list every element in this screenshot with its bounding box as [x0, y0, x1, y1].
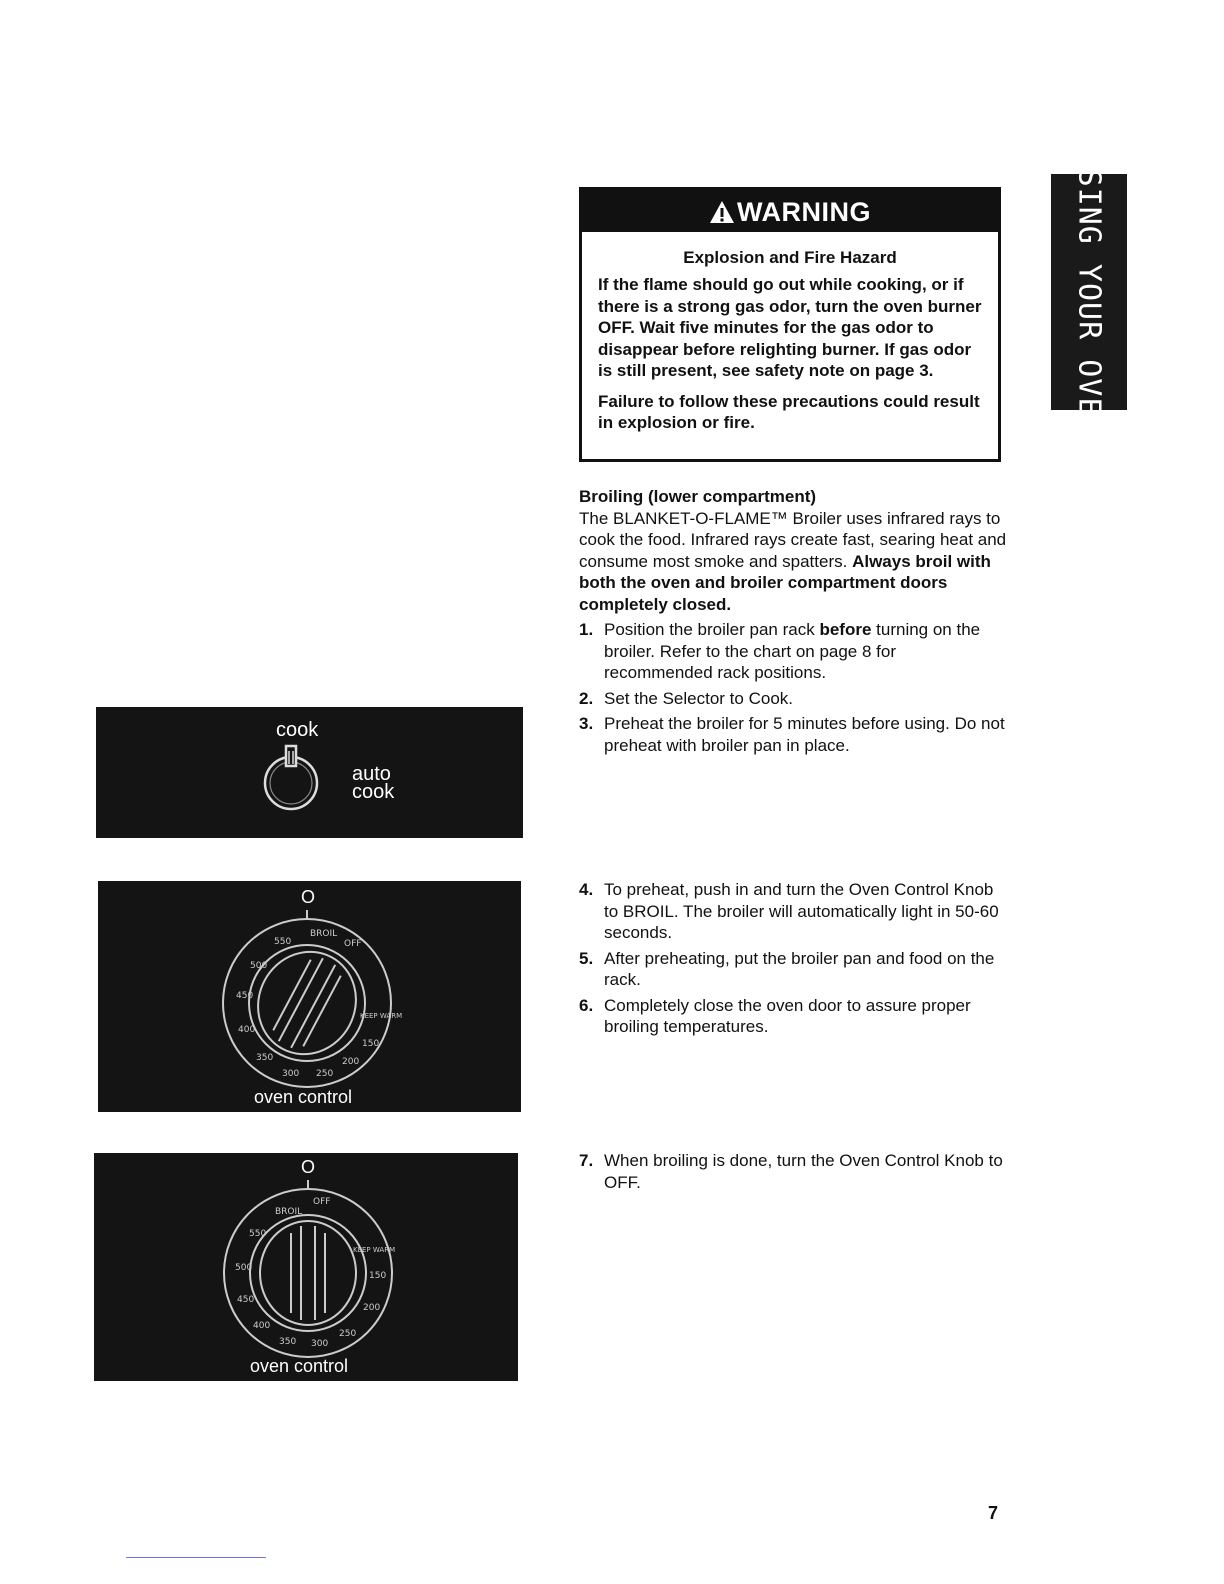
step-number: 5.: [579, 948, 594, 968]
selector-cook-label: cook: [276, 719, 319, 741]
oven-control-panel-2: [94, 1153, 518, 1381]
dial-550-label: 550: [249, 1229, 267, 1239]
dial-350-label: 350: [279, 1337, 297, 1347]
intro-plain: The BLANKET-O-FLAME™ Broiler uses infrared rays to cook the food. Infrared rays create fast, searing heat and consume most smoke and spatters.: [579, 508, 1007, 571]
warning-subtitle: Explosion and Fire Hazard: [683, 248, 897, 267]
dial-450-label: 450: [237, 1295, 255, 1305]
list-item: [579, 995, 1009, 1038]
step-number: 6.: [579, 995, 594, 1015]
step-number: 4.: [579, 880, 594, 899]
step-number: 2.: [579, 688, 594, 708]
section-tab: [1051, 149, 1127, 435]
step-text: Set the Selector to Cook.: [604, 688, 793, 708]
oven-control-label-2: oven control: [250, 1356, 349, 1376]
warning-title: WARNING: [737, 197, 871, 227]
dial-200-label: 200: [342, 1057, 360, 1067]
knob-top-mark: O: [301, 1157, 316, 1177]
list-item: [579, 688, 1009, 710]
step-text: After preheating, put the broiler pan and food on the rack.: [604, 948, 995, 989]
list-item: [579, 948, 1009, 991]
dial-500-label: 500: [250, 961, 268, 971]
dial-broil-label: BROIL: [310, 929, 338, 939]
step-bold: before: [819, 620, 872, 639]
dial-keep-warm-label: KEEP WARM: [353, 1246, 396, 1254]
steps-list-c-wrap: [579, 1150, 1009, 1197]
step-number: 3.: [579, 714, 594, 733]
broiling-intro-text: [579, 508, 1009, 616]
dial-broil-label: BROIL: [275, 1207, 303, 1217]
oven-control-knob-dial-1: [212, 908, 402, 1098]
step-number: 1.: [579, 620, 594, 639]
section-tab-label: USING YOUR OVEN: [1071, 149, 1107, 435]
oven-control-knob-dial-2: [213, 1178, 403, 1368]
selector-knob-icon: [253, 741, 329, 817]
dial-400-label: 400: [238, 1025, 256, 1035]
selector-auto-label: auto: [352, 763, 391, 785]
dial-350-label: 350: [256, 1053, 274, 1063]
broiling-heading: Broiling (lower compartment): [579, 487, 817, 506]
dial-off-label: OFF: [313, 1197, 331, 1207]
steps-list-a: [579, 619, 1009, 756]
dial-keep-warm-label: KEEP WARM: [360, 1012, 402, 1020]
oven-control-panel-1: [98, 881, 521, 1112]
dial-300-label: 300: [311, 1339, 329, 1349]
step-text: Position the broiler pan rack: [604, 620, 820, 639]
warning-paragraph-2: Failure to follow these precautions could result in explosion or fire.: [598, 391, 980, 432]
step-text: To preheat, push in and turn the Oven Control Knob to BROIL. The broiler will automatically light in 50-60 seconds.: [604, 880, 999, 942]
dial-300-label: 300: [282, 1069, 300, 1079]
list-item: [579, 619, 1009, 684]
dial-off-label: OFF: [344, 939, 362, 949]
broiling-intro: [579, 486, 1009, 760]
footer-rule: [126, 1557, 266, 1558]
dial-150-label: 150: [369, 1271, 387, 1281]
steps-list-b-wrap: [579, 879, 1009, 1042]
dial-150-label: 150: [362, 1039, 380, 1049]
oven-control-label-1: oven control: [254, 1087, 353, 1107]
intro-bold: Always broil with both the oven and broiler compartment doors completely closed.: [579, 551, 991, 614]
step-text: turning on the broiler. Refer to the chart on page 8 for recommended rack positions.: [604, 620, 981, 682]
steps-list-b: [579, 879, 1009, 1038]
list-item: [579, 713, 1009, 756]
step-number: 7.: [579, 1151, 594, 1170]
dial-200-label: 200: [363, 1303, 381, 1313]
step-text: When broiling is done, turn the Oven Control Knob to OFF.: [604, 1151, 1003, 1192]
dial-250-label: 250: [316, 1069, 334, 1079]
warning-header: [582, 190, 998, 232]
page-number: 7: [988, 1503, 999, 1523]
steps-list-c: [579, 1150, 1009, 1193]
dial-400-label: 400: [253, 1321, 271, 1331]
list-item: [579, 879, 1009, 944]
step-text: Completely close the oven door to assure proper broiling temperatures.: [604, 995, 971, 1036]
step-text: Preheat the broiler for 5 minutes before using. Do not preheat with broiler pan in place.: [604, 714, 1005, 755]
dial-500-label: 500: [235, 1263, 253, 1273]
knob-top-mark: O: [301, 887, 316, 907]
dial-550-label: 550: [274, 937, 292, 947]
warning-triangle-icon: [709, 200, 735, 224]
dial-250-label: 250: [339, 1329, 357, 1339]
warning-box: [579, 187, 1001, 462]
selector-auto-cook-label: cook: [352, 781, 395, 803]
dial-450-label: 450: [236, 991, 254, 1001]
warning-paragraph-1: If the flame should go out while cooking, or if there is a strong gas odor, turn the oven burner OFF. Wait five minutes for the gas odor to disappear before relighting burner. If gas odor is still present, see safety note on page 3.: [598, 275, 982, 380]
selector-panel: [96, 707, 523, 838]
list-item: [579, 1150, 1009, 1193]
